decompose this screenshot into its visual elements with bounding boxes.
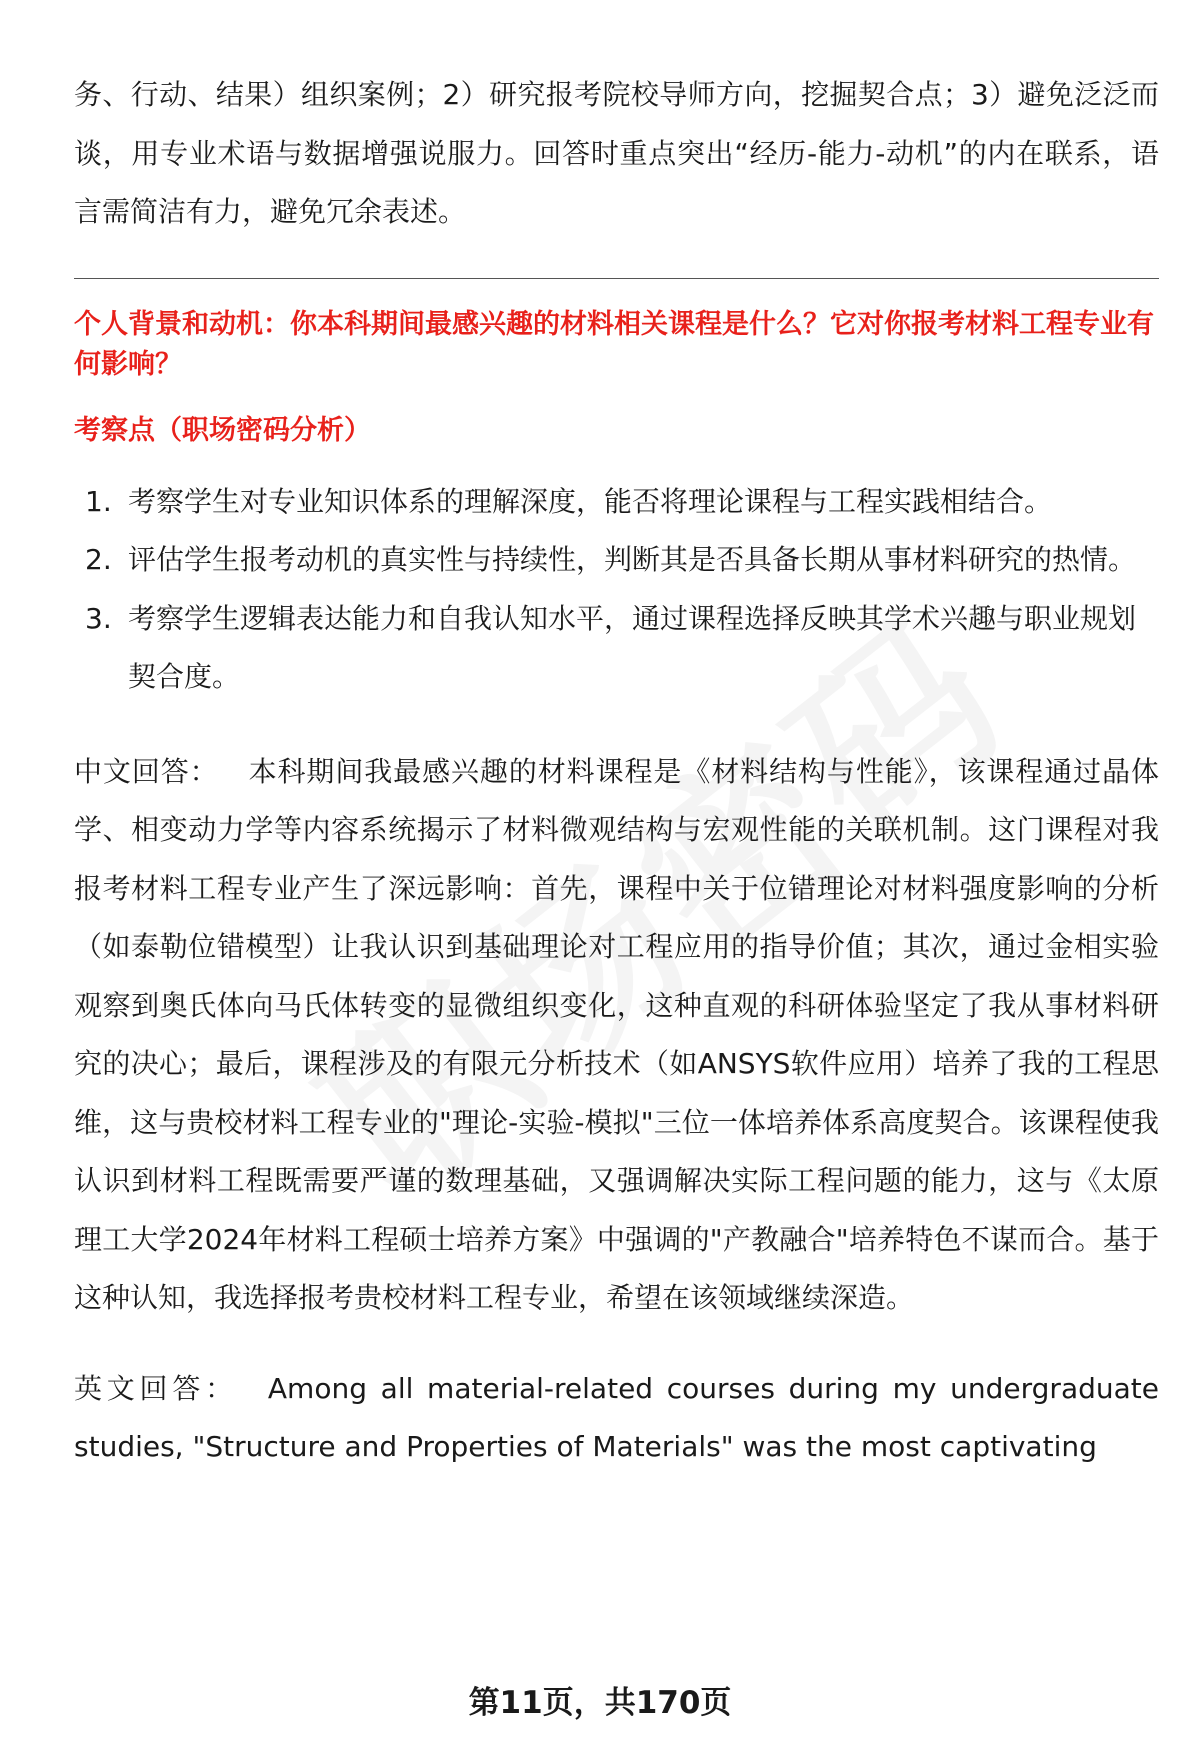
chinese-answer-text: 本科期间我最感兴趣的材料课程是《材料结构与性能》，该课程通过晶体学、相变动力学等内容系统揭示了材料微观结构与宏观性能的关联机制。这门课程对我报考材料工程专业产生了深远影响：首先，课程中关于位错理论对材料强度影响的分析（如泰勒位错模型）让我认识到基础理论对工程应用的指导价值；其次，通过金相实验观察到奥氏体向马氏体转变的显微组织变化，这种直观的科研体验坚定了我从事材料研究的决心；最后，课程涉及的有限元分析技术（如ANSYS软件应用）培养了我的工程思维，这与贵校材料工程专业的"理论-实验-模拟"三位一体培养体系高度契合。该课程使我认识到材料工程既需要严谨的数理基础，又强调解决实际工程问题的能力，这与《太原理工大学2024年材料工程硕士培养方案》中强调的"产教融合"培养特色不谋而合。基于这种认知，我选择报考贵校材料工程专业，希望在该领域继续深造。 [74, 754, 1159, 1314]
chinese-answer-label: 中文回答： [74, 754, 219, 788]
assessment-points-list [74, 473, 1159, 707]
list-item [74, 531, 1159, 590]
page-number-footer: 第11页，共170页 [468, 1685, 732, 1721]
english-answer-label: 英文回答： [74, 1371, 238, 1405]
list-item-text: 考察学生逻辑表达能力和自我认知水平，通过课程选择反映其学术兴趣与职业规划契合度。 [128, 601, 1137, 693]
list-item [74, 473, 1159, 532]
list-item [74, 590, 1159, 707]
english-answer-text: Among all material-related courses during my undergraduate studies, "Structure and Properties of Materials" was the most captivating [74, 1371, 1159, 1463]
list-item-text: 评估学生报考动机的真实性与持续性，判断其是否具备长期从事材料研究的热情。 [128, 543, 1137, 576]
list-item-number: 1. [85, 484, 112, 518]
list-item-text: 考察学生对专业知识体系的理解深度，能否将理论课程与工程实践相结合。 [128, 484, 1053, 518]
english-answer [74, 1360, 1159, 1477]
section-heading: 考察点（职场密码分析） [74, 414, 371, 446]
interview-question: 个人背景和动机：你本科期间最感兴趣的材料相关课程是什么？它对你报考材料工程专业有何影响？ [74, 308, 1154, 380]
list-item-number: 2. [85, 543, 112, 576]
section-divider [74, 278, 1159, 279]
list-item-number: 3. [85, 601, 112, 635]
intro-paragraph: 务、行动、结果）组织案例；2）研究报考院校导师方向，挖掘契合点；3）避免泛泛而谈，用专业术语与数据增强说服力。回答时重点突出“经历-能力-动机”的内在联系，语言需简洁有力，避免冗余表述。 [74, 78, 1159, 228]
chinese-answer [74, 743, 1159, 1328]
document-page [74, 66, 1159, 1477]
